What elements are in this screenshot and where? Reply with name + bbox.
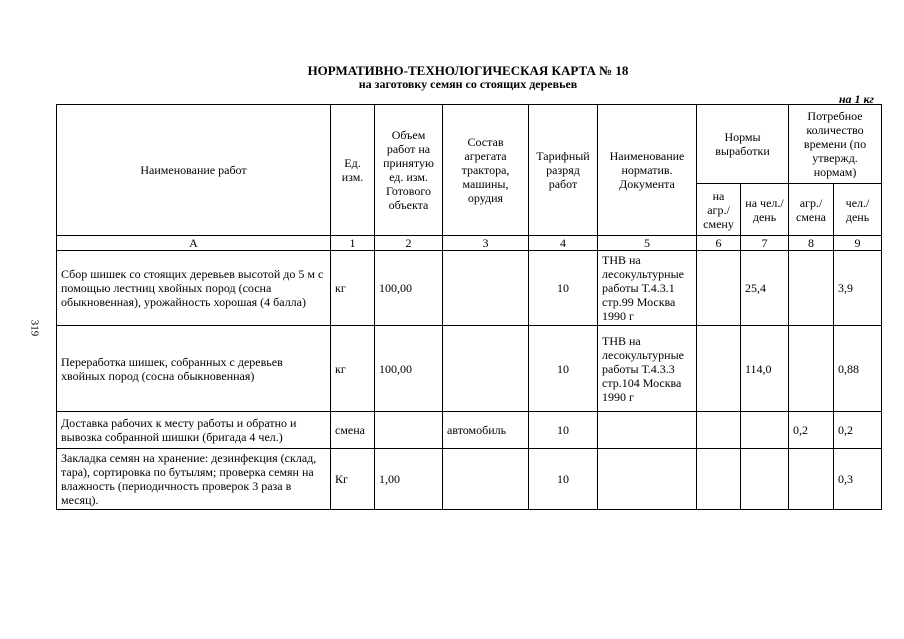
document-title: НОРМАТИВНО-ТЕХНОЛОГИЧЕСКАЯ КАРТА № 18 [307, 63, 629, 78]
table-row [57, 449, 882, 510]
volume-cell [375, 412, 443, 449]
tariff-cell: 10 [529, 251, 598, 326]
document-cell: ТНВ на лесокультурные работы Т.4.3.3 стр.104 Москва 1990 г [598, 326, 697, 412]
composition-cell [443, 326, 529, 412]
header-time-per-shift: агр./ смена [789, 184, 834, 236]
column-number: А [57, 236, 331, 251]
unit-cell: кг [331, 251, 375, 326]
output-shift-cell [697, 251, 741, 326]
time-shift-cell [789, 326, 834, 412]
time-shift-cell [789, 449, 834, 510]
unit-cell: Кг [331, 449, 375, 510]
header-tariff: Тарифный разряд работ [529, 105, 598, 236]
tariff-cell: 10 [529, 449, 598, 510]
document-subtitle: на заготовку семян со стоящих деревьев [358, 77, 578, 91]
time-shift-cell: 0,2 [789, 412, 834, 449]
output-day-cell [741, 449, 789, 510]
column-number: 1 [331, 236, 375, 251]
page-number: 319 [28, 319, 41, 337]
time-day-cell: 0,88 [834, 326, 882, 412]
header-time-required: Потребное количество времени (по утвержд. нормам) [789, 105, 882, 184]
column-number: 8 [789, 236, 834, 251]
volume-cell: 100,00 [375, 326, 443, 412]
time-shift-cell [789, 251, 834, 326]
header-output-norms: Нормы выработки [697, 105, 789, 184]
column-number: 7 [741, 236, 789, 251]
composition-cell [443, 251, 529, 326]
document-cell: ТНВ на лесокультурные работы Т.4.3.1 стр.99 Москва 1990 г [598, 251, 697, 326]
table-row [57, 412, 882, 449]
time-day-cell: 0,2 [834, 412, 882, 449]
table-row [57, 251, 882, 326]
document-cell [598, 412, 697, 449]
volume-cell: 1,00 [375, 449, 443, 510]
work-name-cell: Переработка шишек, собранных с деревьев хвойных пород (сосна обыкновенная) [57, 326, 331, 412]
column-number: 6 [697, 236, 741, 251]
column-number-row [57, 236, 882, 251]
column-number: 5 [598, 236, 697, 251]
header-unit: Ед. изм. [331, 105, 375, 236]
column-number: 2 [375, 236, 443, 251]
header-volume: Объем работ на принятую ед. изм. Готового объекта [375, 105, 443, 236]
output-shift-cell [697, 449, 741, 510]
volume-cell: 100,00 [375, 251, 443, 326]
work-name-cell: Сбор шишек со стоящих деревьев высотой до 5 м с помощью лестниц хвойных пород (сосна обыкновенная), урожайность хорошая (4 балла) [57, 251, 331, 326]
composition-cell [443, 449, 529, 510]
output-shift-cell [697, 412, 741, 449]
work-name-cell: Доставка рабочих к месту работы и обратно и вывозка собранной шишки (бригада 4 чел.) [57, 412, 331, 449]
column-number: 3 [443, 236, 529, 251]
header-norm-doc: Наименование норматив. Документа [598, 105, 697, 236]
norms-table [56, 104, 882, 510]
unit-cell: кг [331, 326, 375, 412]
header-output-per-shift: на агр./ смену [697, 184, 741, 236]
document-cell [598, 449, 697, 510]
work-name-cell: Закладка семян на хранение: дезинфекция (склад, тара), сортировка по бутылям; проверка семян на влажность (периодичность проверок 3 раза в месяц). [57, 449, 331, 510]
column-number: 4 [529, 236, 598, 251]
unit-note: на 1 кг [838, 92, 874, 106]
column-number: 9 [834, 236, 882, 251]
output-shift-cell [697, 326, 741, 412]
tariff-cell: 10 [529, 326, 598, 412]
composition-cell: автомобиль [443, 412, 529, 449]
output-day-cell: 25,4 [741, 251, 789, 326]
header-work-name: Наименование работ [57, 105, 331, 236]
header-output-per-day: на чел./ день [741, 184, 789, 236]
table-row [57, 326, 882, 412]
time-day-cell: 0,3 [834, 449, 882, 510]
unit-cell: смена [331, 412, 375, 449]
time-day-cell: 3,9 [834, 251, 882, 326]
header-composition: Состав агрегата трактора, машины, орудия [443, 105, 529, 236]
tariff-cell: 10 [529, 412, 598, 449]
header-time-per-day: чел./ день [834, 184, 882, 236]
output-day-cell: 114,0 [741, 326, 789, 412]
output-day-cell [741, 412, 789, 449]
